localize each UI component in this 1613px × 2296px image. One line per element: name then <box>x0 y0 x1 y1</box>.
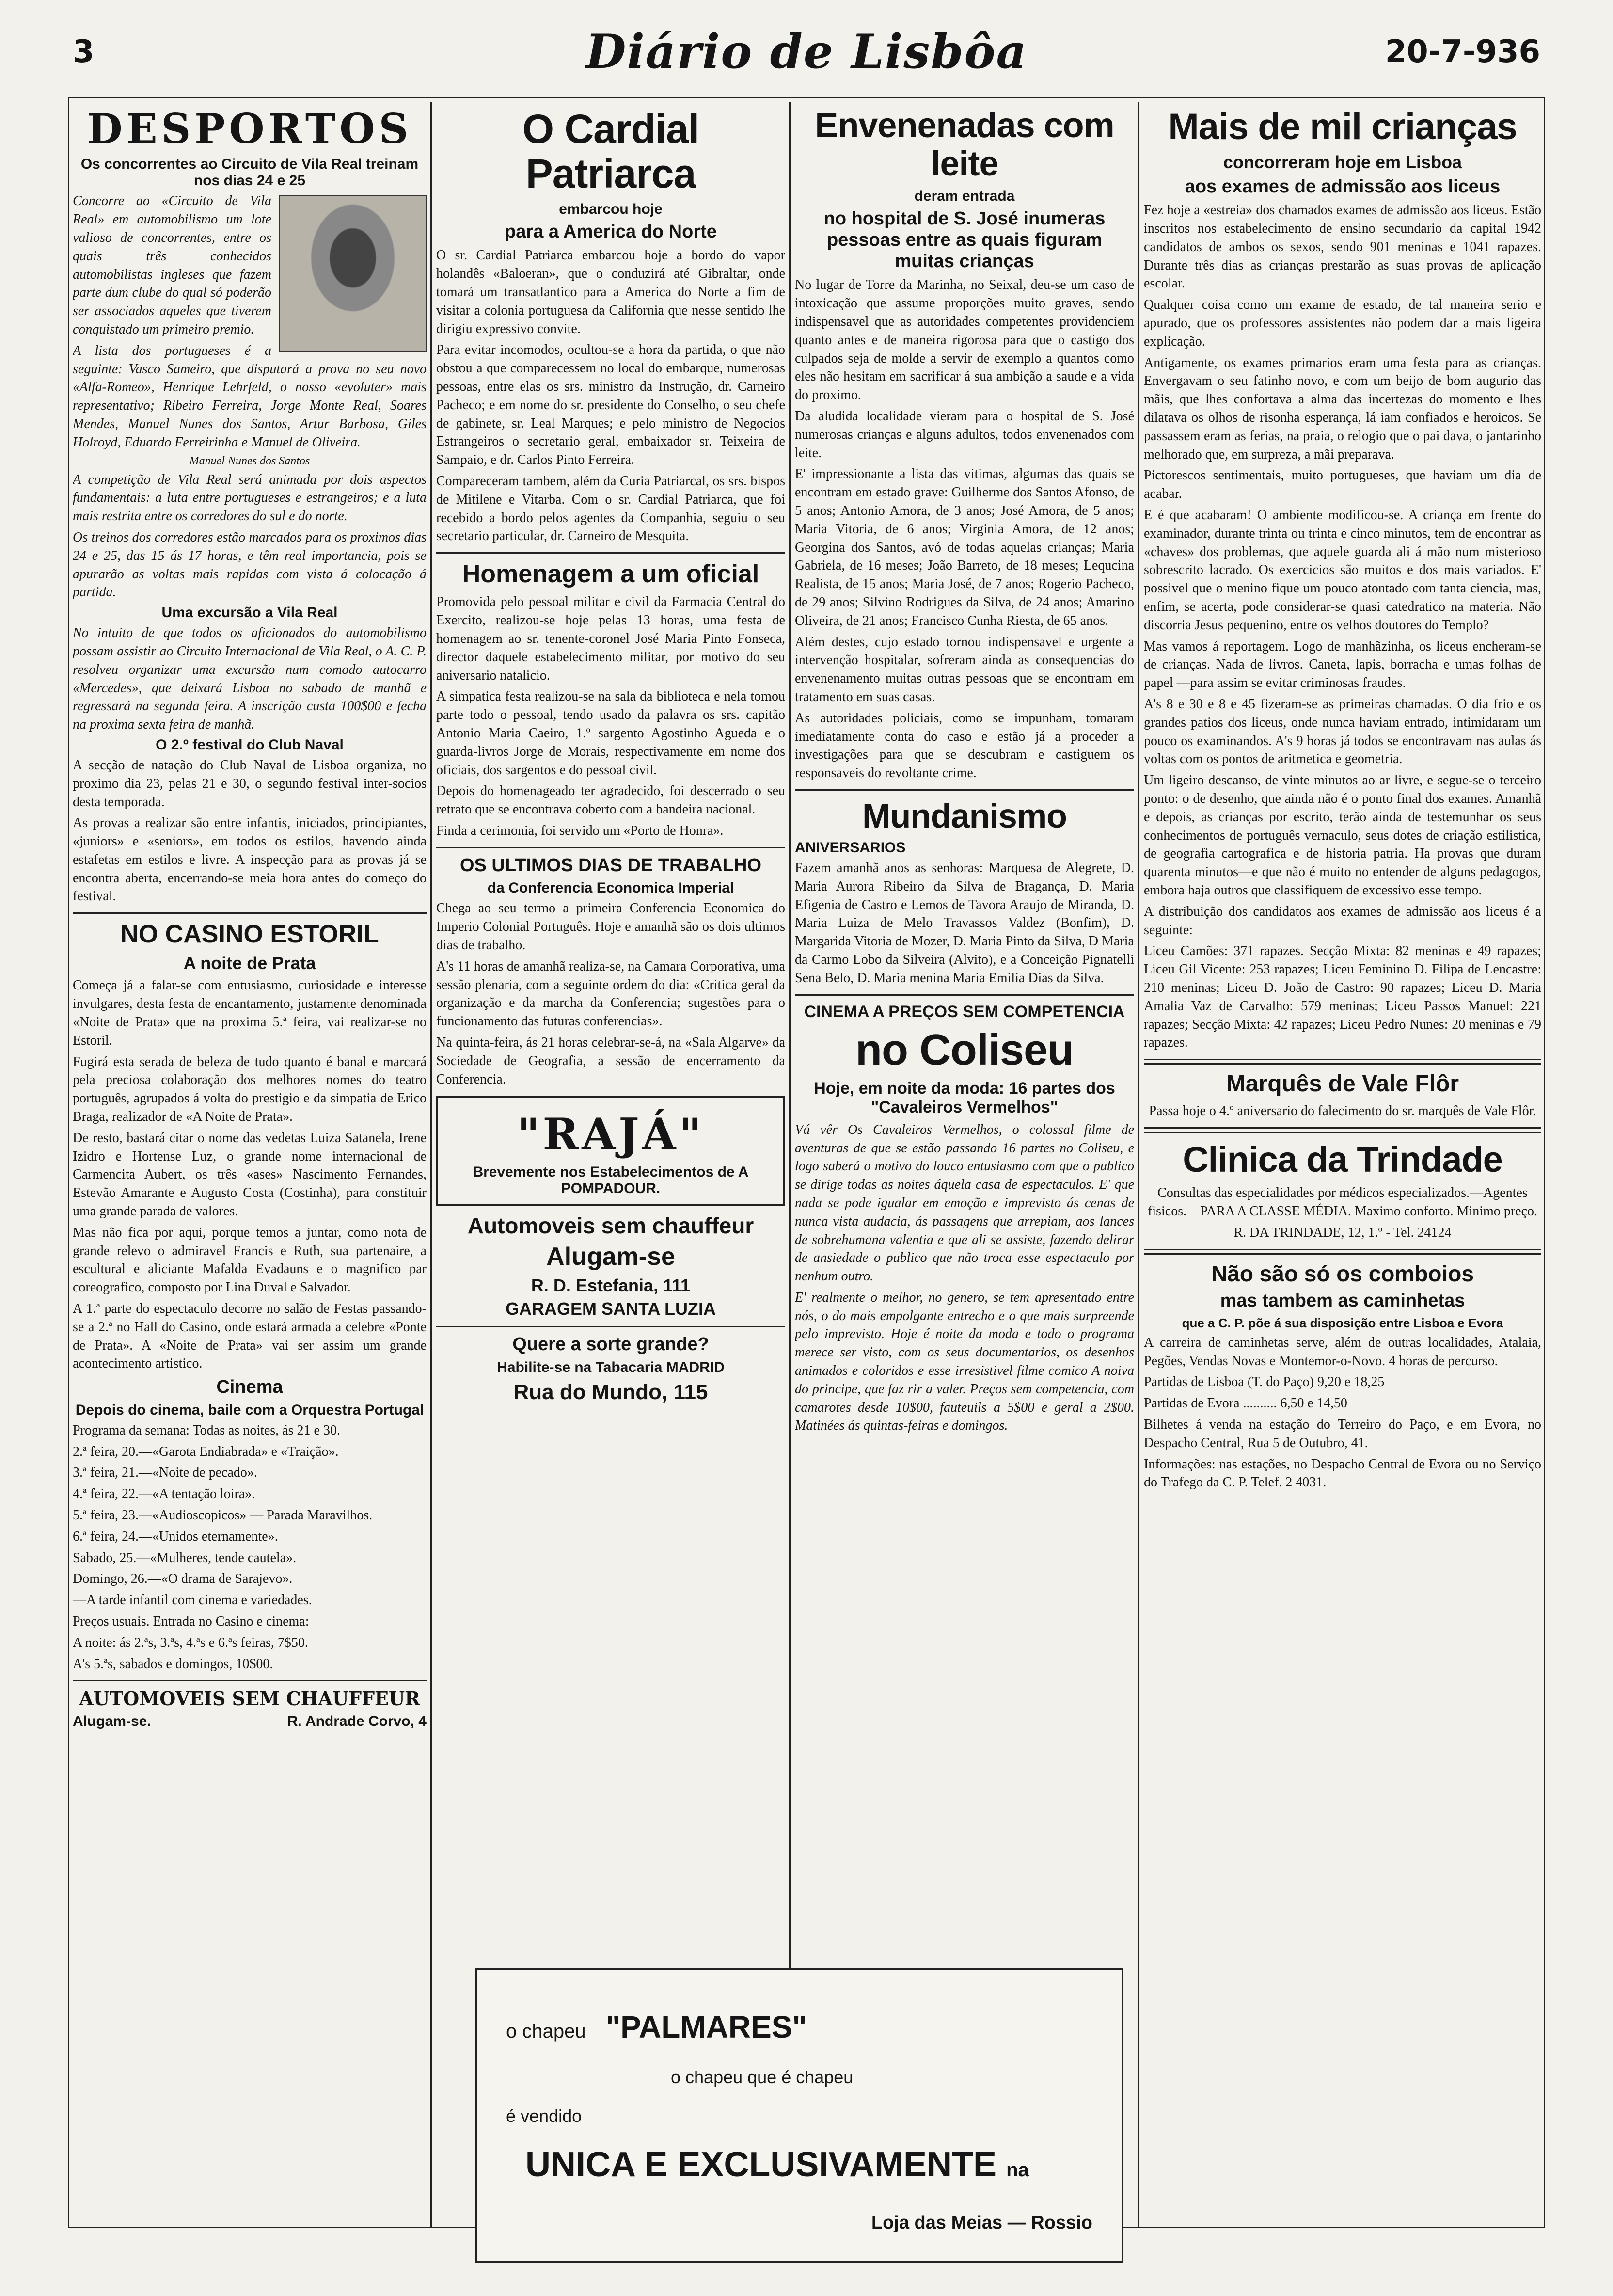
cinema-ad-sub: Hoje, em noite da moda: 16 partes dos "Cavaleiros Vermelhos" <box>814 1079 1115 1116</box>
column-sports <box>73 102 427 2225</box>
cinema-ad-title: CINEMA A PREÇOS SEM COMPETENCIA <box>804 1002 1125 1021</box>
program-line: 4.ª feira, 22.—«A tentação loira». <box>73 1486 255 1502</box>
cinema-heading: Cinema <box>216 1377 283 1398</box>
article-paragraph: Concorre ao «Circuito de Vila Real» em automobilismo um lote valioso de concorrentes, entre os quais três conhecidos automobilistas ingleses que fazem parte dum clube do qual só poderão ser associados aqueles que tiverem conquistado um primeiro premio. <box>73 193 271 337</box>
raja-ad-title: "RAJÁ" <box>517 1109 705 1161</box>
bus-ad-line: Partidas de Evora .......... 6,50 e 14,50 <box>1144 1396 1347 1411</box>
cinema-subheading: Depois do cinema, baile com a Orquestra Portugal <box>75 1402 424 1418</box>
headline: Homenagem a um oficial <box>462 560 759 589</box>
bus-ad-line: Informações: nas estações, no Despacho Central de Evora ou no Serviço do Trafego da C. P. Telef. 2 4031. <box>1144 1456 1541 1490</box>
separator <box>436 847 785 848</box>
headline: OS ULTIMOS DIAS DE TRABALHO <box>459 855 762 876</box>
article-paragraph: No intuito de que todos os aficionados do automobilismo possam assistir ao Circuito Internacional de Vila Real, o A. C. P. resolveu organizar uma excursão num comodo autocarro «Mercedes», que deixará Lisboa no sabado de manhã e regressará na segunda feira. A inscrição custa 100$00 e fecha na proxima sexta feira de manhã. <box>73 625 427 733</box>
article-paragraph: A simpatica festa realizou-se na sala da biblioteca e nela tomou parte todo o pessoal, tendo usado da palavra os srs. capitão Antonio Maria Caeiro, 1.º sargento Agostinho Agueda e o guarda-livros Jorge de Morais, respectivamente em nome dos oficiais, dos sargentos e do pessoal civil. <box>436 689 785 778</box>
subheading: embarcou hoje <box>559 201 663 217</box>
cinema-ad-venue: no Coliseu <box>855 1025 1074 1074</box>
ad-line <box>525 2145 1029 2184</box>
subheading: no hospital de S. José inumeras pessoas entre as quais figuram muitas crianças <box>823 208 1106 271</box>
ad-line <box>506 2009 807 2045</box>
subheading: ANIVERSARIOS <box>795 839 906 856</box>
article-title: Os concorrentes ao Circuito de Vila Real treinam nos dias 24 e 25 <box>80 156 419 189</box>
subheading: Uma excursão a Vila Real <box>161 605 338 621</box>
article-paragraph: A secção de natação do Club Naval de Lisboa organiza, no proximo dia 23, pelas 21 e 30, o segundo festival inter-socios desta temporada. <box>73 757 427 810</box>
separator <box>436 1326 785 1327</box>
auto-ad-garage: GARAGEM SANTA LUZIA <box>506 1299 716 1319</box>
program-line: —A tarde infantil com cinema e variedades. <box>73 1593 312 1608</box>
auto-ad-sub: Alugam-se <box>546 1243 675 1271</box>
program-line: Programa da semana: Todas as noites, ás 21 e 30. <box>73 1422 340 1438</box>
raja-ad <box>436 1096 785 1206</box>
article-paragraph: A 1.ª parte do espectaculo decorre no salão de Festas passando-se a 2.ª no Hall do Casino, onde estará armada a celebre «Ponte de Prata». A «Noite de Prata» vai ser assim um grande acontecimento artistico. <box>73 1301 427 1371</box>
masthead: Diário de Lisbôa <box>585 24 1028 79</box>
column-divider <box>789 102 791 2228</box>
casino-subheading: A noite de Prata <box>183 953 316 973</box>
program-line: Domingo, 26.—«O drama de Sarajevo». <box>73 1571 293 1587</box>
article-paragraph: As provas a realizar são entre infantis, iniciados, principiantes, «juniors» e «seniors», em todos os estilos, havendo ainda estafetas em estilos e livre. A inspecção para as provas já se encontra aberta, encerrando-se meia hora antes do começo do festival. <box>73 815 427 904</box>
article-paragraph: Além destes, cujo estado tornou indispensavel e urgente a intervenção hospitalar, sofreram ainda as consequencias do envenenamento muitas outras pessoas que se encontram em tratamento em suas casas. <box>795 634 1134 704</box>
column-patriarch <box>436 102 785 1954</box>
separator <box>1144 1249 1541 1255</box>
subheading: concorreram hoje em Lisboa <box>1223 152 1462 172</box>
headline: O Cardial Patriarca <box>522 106 699 197</box>
article-paragraph: O sr. Cardial Patriarca embarcou hoje a bordo do vapor holandês «Baloeran», que o conduzirá até Gibraltar, onde tomará um transatlantico para a America do Norte a fim de visitar a colonia portuguesa da California que nesse sentido lhe dirigiu expressivo convite. <box>436 248 785 336</box>
program-line: 3.ª feira, 21.—«Noite de pecado». <box>73 1465 257 1481</box>
page-header <box>73 19 1540 92</box>
article-paragraph: Liceu Camões: 371 rapazes. Secção Mixta: 82 meninas e 49 rapazes; Liceu Gil Vicente: 253 rapazes; Liceu Feminino D. Filipa de Lencastre: 210 meninas; Liceu D. João de Castro: 90 rapazes; Liceu D. Maria Amalia Vaz de Carvalho: 579 meninas; Liceu Passos Manuel: 221 rapazes; Secção Mixta: 42 rapazes; Liceu Pedro Nunes: 20 meninas e 79 rapazes. <box>1144 943 1541 1051</box>
subheading: para a America do Norte <box>505 221 717 242</box>
separator <box>1144 1127 1541 1133</box>
auto-ad-line <box>73 1713 427 1730</box>
article-paragraph: Começa já a falar-se com entusiasmo, curiosidade e interesse invulgares, desta festa de encantamento, justamente denominada «Noite de Prata» que na proxima 5.ª feira, vai realizar-se no Estoril. <box>73 978 427 1048</box>
obituary-text: Passa hoje o 4.º aniversario do falecimento do sr. marquês de Vale Flôr. <box>1149 1103 1536 1118</box>
article-paragraph: Na quinta-feira, ás 21 horas celebrar-se-á, na «Sala Algarve» da Sociedade de Geografia, a sessão de encerramento da Conferencia. <box>436 1035 785 1087</box>
article-paragraph: E' impressionante a lista das vitimas, algumas das quais se encontram em estado grave: Guilherme dos Santos Afonso, de 5 anos; Antonio Amora, de 3 anos; José Amora, de 5 anos; Maria Vitoria, de 6 anos; Virginia Amora, de 12 anos; Georgina dos Santos, avó de todas aquelas crianças; Maria Gabriela, de 16 meses; João Barreto, de 18 meses; Lequcina Realista, de 15 anos; Maria José, de 7 anos; Rogerio Pacheco, de 29 anos; Silvino Rodrigues da Silva, de 24 anos; Amarino Oliveira, de 21 anos; Francisco Cunha Riesta, de 65 anos. <box>795 466 1134 628</box>
clinic-ad-title: Clinica da Trindade <box>1183 1139 1502 1180</box>
bus-ad-title: Não são só os comboios <box>1211 1260 1474 1286</box>
ad-line: é vendido <box>506 2106 582 2126</box>
article-paragraph: Compareceram tambem, além da Curia Patriarcal, os srs. bispos de Mitilene e Vitarba. Com o sr. Cardial Patriarca, que foi recebido a bordo pelos agentes da Companhia, seguiu o seu secretario particular, dr. Carneiro de Mesquita. <box>436 474 785 544</box>
subheading: O 2.º festival do Club Naval <box>156 736 344 753</box>
lottery-ad-address: Rua do Mundo, 115 <box>513 1380 708 1404</box>
casino-headline: NO CASINO ESTORIL <box>120 920 379 949</box>
program-line: 6.ª feira, 24.—«Unidos eternamente». <box>73 1529 278 1544</box>
program-line: A noite: ás 2.ªs, 3.ªs, 4.ªs e 6.ªs feiras, 7$50. <box>73 1635 308 1650</box>
article-paragraph: Fugirá esta serada de beleza de tudo quanto é banal e marcará pela preciosa colaboração dos melhores nomes do teatro português, agrupados á volta do prestigio e da simpatia de Erico Braga, realizador de «A Noite de Prata». <box>73 1054 427 1125</box>
article-paragraph: A's 11 horas de amanhã realiza-se, na Camara Corporativa, uma sessão plenaria, com a seguinte ordem do dia: «Critica geral da organização e da marcha da Conferencia; sugestões para o funcionamento das futuras conferencias». <box>436 958 785 1029</box>
auto-ad-left: Alugam-se. <box>73 1713 151 1730</box>
separator <box>795 994 1134 996</box>
column-exams <box>1144 102 1541 2225</box>
headline: Envenenadas com leite <box>815 106 1114 184</box>
article-paragraph: A lista dos portugueses é a seguinte: Vasco Sameiro, que disputará a prova no seu novo «Alfa-Romeo», Henrique Lehrfeld, o nosso «evoluter» mais representativo; Ribeiro Ferreira, Jorge Monte Real, Soares Mendes, Manuel Nunes dos Santos, Artur Barbosa, Giles Holroyd, Eduardo Ferreirinha e Manuel de Oliveira. <box>73 343 427 450</box>
page-number: 3 <box>73 34 95 70</box>
article-paragraph: Pictorescos sentimentais, muito portugueses, que haviam um dia de acabar. <box>1144 468 1541 502</box>
article-paragraph: E' realmente o melhor, no genero, se tem apresentado entre nós, o do mais empolgante entrecho e o que mais surpreende pelo imprevisto. Hoje é noite da moda e todo o programa merece ser visto, com os seus documentarios, os desenhos animados e coloridos e esse irresistivel filme comico A noiva do principe, que faz rir a valer. Preços sem competencia, com camarotes desde 10$00, fauteuils a 5$00 e geral a 2$00. Matinées ás quintas-feiras e domingos. <box>795 1290 1134 1434</box>
ad-brand: "PALMARES" <box>605 2009 807 2044</box>
raja-ad-text: Brevemente nos Estabelecimentos de A POMPADOUR. <box>473 1164 749 1197</box>
article-paragraph: Finda a cerimonia, foi servido um «Porto de Honra». <box>436 823 724 838</box>
ad-line-text: o chapeu <box>506 2021 586 2042</box>
separator <box>436 552 785 554</box>
article-paragraph: E é que acabaram! O ambiente modificou-se. A criança em frente do examinador, durante trinta ou trinta e cinco minutos, tem de encontrar as «chaves» dos problemas, que aquele guarda ali á mão num misterioso sobrescrito lacrado. Os exercicios são muitos e dos mais variados. E' possivel que o menino fique um pouco atontado com tanta ciencia, mas, enfim, se acerta, pode considerar-se quasi catedratico na materia. Não discorria Jesus pequenino, entre os velhos doutores do Templo? <box>1144 508 1541 633</box>
bus-ad-sub2: que a C. P. põe á sua disposição entre Lisboa e Evora <box>1182 1315 1503 1330</box>
ad-store: Loja das Meias — Rossio <box>871 2213 1092 2233</box>
article-paragraph: Vá vêr Os Cavaleiros Vermelhos, o colossal filme de aventuras de que se estão passando 16 partes no Coliseu, e logo saberá o motivo do louco entusiasmo com que o publico se dirige todas as noites áquela casa de espectaculos. E' que nada se pode igualar em emoção e imprevisto ás cenas de nunca vista audacia, ás passagens que arrepiam, aos lances de sobrehumana valentia e que ali se assiste, fazendo delirar de ansiedade o publico que não troca esse espectaculo por nenhum outro. <box>795 1122 1134 1284</box>
separator <box>73 1680 427 1681</box>
separator <box>1144 1059 1541 1065</box>
auto-ad-heading: Automoveis sem chauffeur <box>467 1213 754 1239</box>
article-paragraph: Da aludida localidade vieram para o hospital de S. José numerosas crianças e alguns adultos, todos envenenados com leite. <box>795 409 1134 461</box>
article-paragraph: A competição de Vila Real será animada por dois aspectos fundamentais: a luta entre portugueses e estrangeiros; e a luta mais restrita entre os corredores do sul e do norte. <box>73 472 427 524</box>
separator <box>73 912 427 914</box>
article-paragraph: Um ligeiro descanso, de vinte minutos ao ar livre, e segue-se o terceiro ponto: o de desenho, que ainda não é o ponto final dos exames. Amanhã e depois, as crianças por escrito, terão ainda de testemunhar os seus conhecimentos de português vernaculo, seus dotes de criação estilistica, de geografia cartografica e de historia patria. Ha provas que duram quarenta minutos—e que não é muito no entender de alguns pedagogos, embora haja outros que classifiquem de excessivo esse tempo. <box>1144 773 1541 898</box>
palmares-hat-ad <box>475 1968 1123 2263</box>
program-line: A's 5.ªs, sabados e domingos, 10$00. <box>73 1656 273 1672</box>
separator <box>795 789 1134 791</box>
article-paragraph: Para evitar incomodos, ocultou-se a hora da partida, o que não obstou a que comparecessem no local do embarque, numerosas pessoas, entre elas os srs. ministro da Instrução, dr. Carneiro Pacheco; e em nome do sr. presidente do Conselho, o seu chefe de gabinete, sr. Leal Marques; e pelo ministro de Negocios Estrangeiros o secretario geral, embaixador sr. Teixeira de Sampaio, e dr. Carlos Pinto Ferreira. <box>436 342 785 468</box>
bus-ad-sub: mas tambem as caminhetas <box>1220 1291 1465 1311</box>
photo-caption: Manuel Nunes dos Santos <box>189 454 310 467</box>
auto-ad-right: R. Andrade Corvo, 4 <box>287 1713 427 1730</box>
issue-date: 20-7-936 <box>1385 34 1540 70</box>
ad-line: o chapeu que é chapeu <box>671 2067 854 2087</box>
article-paragraph: Mas vamos á reportagem. Logo de manhãzinha, os liceus encheram-se de crianças. Nada de livros. Caneta, lapis, borracha e umas folhas de papel —para assim se evitar criminosas fraudes. <box>1144 638 1541 691</box>
column-divider <box>1138 102 1139 2228</box>
article-paragraph: Chega ao seu termo a primeira Conferencia Economica do Imperio Colonial Português. Hoje e amanhã são os dois ultimos dias de trabalho. <box>436 901 785 953</box>
article-paragraph: No lugar de Torre da Marinha, no Seixal, deu-se um caso de intoxicação que assume proporções muito graves, sendo indispensavel que as autoridades competentes providenciem quanto antes e de maneira rigorosa para que o castigo dos culpados seja de molde a servir de exemplo a quantos como eles não hesitam em sacrificar á sua ambição a saude e a vida do proximo. <box>795 277 1134 403</box>
article-paragraph: De resto, bastará citar o nome das vedetas Luiza Satanela, Irene Izidro e Hortense Luz, o grande nome internacional de Carmencita Aubert, os três «ases» Nascimento Fernandes, Estevão Amarante e Augusto Costa (Costinha), para constituir uma grande parada de valores. <box>73 1130 427 1219</box>
article-paragraph: Qualquer coisa como um exame de estado, de tal maneira serio e apurado, que os professores assistentes não podem dar a mais ligeira explicação. <box>1144 297 1541 349</box>
article-paragraph: Depois do homenageado ter agradecido, foi descerrado o seu retrato que se encontrava coberto com a bandeira nacional. <box>436 783 785 817</box>
headline: Mais de mil crianças <box>1168 106 1517 147</box>
auto-ad-address: R. D. Estefania, 111 <box>531 1276 691 1296</box>
article-paragraph: Os treinos dos corredores estão marcados para os proximos dias 24 e 25, das 15 ás 17 horas, e têm real importancia, pois se apurarão as voltas mais rapidas com vista á colocação á partida. <box>73 529 427 600</box>
bus-ad-line: Partidas de Lisboa (T. do Paço) 9,20 e 18,25 <box>1144 1374 1385 1390</box>
article-paragraph: As autoridades policiais, como se impunham, tomaram imediatamente conta do caso e estão já a proceder a investigações para que se descubram e castiguem os responsaveis do revoltante crime. <box>795 710 1134 781</box>
article-paragraph: Promovida pelo pessoal militar e civil da Farmacia Central do Exercito, realizou-se hoje pelas 13 horas, uma festa de homenagem ao sr. tenente-coronel José Maria Pinto Fonseca, director daquele estabelecimento militar, por motivo do seu aniversario natalicio. <box>436 594 785 683</box>
obituary-heading: Marquês de Vale Flôr <box>1226 1071 1459 1097</box>
article-paragraph: A's 8 e 30 e 8 e 45 fizeram-se as primeiras chamadas. O dia frio e os grandes patios dos liceus, onde nunca haviam entrado, intimidaram um pouco os examinandos. A's 9 horas já todos se encontravam nas aulas ás voltas com os pontos de aritmetica e geometria. <box>1144 697 1541 767</box>
column-poisoning <box>795 102 1134 1954</box>
clinic-ad-text: Consultas das especialidades por médicos especializados.—Agentes fisicos.—PARA A CLASSE MÉDIA. Maximo conforto. Minimo preço. <box>1148 1185 1537 1219</box>
article-paragraph: Mas não fica por aqui, porque temos a juntar, como nota de grande relevo o admiravel Francis e Ruth, sua partenaire, a escultural e aliciante Mafalda Evadauns e o magnifico par coreografico, composto por Lina Duval e Salvador. <box>73 1225 427 1295</box>
subheading: da Conferencia Economica Imperial <box>487 880 734 896</box>
program-line: Preços usuais. Entrada no Casino e cinema: <box>73 1614 309 1629</box>
social-section-title: Mundanismo <box>862 797 1067 835</box>
subheading: deram entrada <box>914 188 1015 205</box>
bus-ad-line: Bilhetes á venda na estação do Terreiro do Paço, e em Evora, no Despacho Central, Rua 5 de Outubro, 41. <box>1144 1417 1541 1451</box>
program-line: Sabado, 25.—«Mulheres, tende cautela». <box>73 1550 297 1565</box>
column-divider <box>430 102 432 2228</box>
program-line: 5.ª feira, 23.—«Audioscopicos» — Parada Maravilhos. <box>73 1508 373 1523</box>
bus-ad-line: A carreira de caminhetas serve, além de outras localidades, Atalaia, Pegões, Vendas Novas e Montemor-o-Novo. 4 horas de percurso. <box>1144 1335 1541 1369</box>
program-line: 2.ª feira, 20.—«Garota Endiabrada» e «Traição». <box>73 1444 339 1459</box>
subheading: aos exames de admissão aos liceus <box>1185 176 1501 197</box>
article-paragraph: Fez hoje a «estreia» dos chamados exames de admissão aos liceus. Estão inscritos nos estabelecimento de ensino secundario da capital 1942 candidatos de ambos os sexos, sendo 901 meninas e 1041 rapazes. Durante três dias as crianças prestarão as suas provas de aplicação escolar. <box>1144 203 1541 291</box>
auto-ad-heading: AUTOMOVEIS SEM CHAUFFEUR <box>79 1688 420 1710</box>
portrait-photo <box>279 195 427 352</box>
lottery-ad-title: Quere a sorte grande? <box>512 1334 709 1355</box>
ad-emphasis: UNICA E EXCLUSIVAMENTE <box>525 2145 997 2184</box>
article-paragraph: Antigamente, os exames primarios eram uma festa para as crianças. Envergavam o seu fatinho novo, e com um beijo de bom augurio das mãis, que lhes confortava a alma das incertezas do momento e lhes dilatava os olhos de risonha esperança, lá iam confiados e heroicos. Se passassem eram as ferias, na praia, o relogio que o pai dava, o jantarinho melhorado que, em surpreza, a mãi preparava. <box>1144 355 1541 462</box>
lottery-ad-sub: Habilite-se na Tabacaria MADRID <box>497 1359 725 1375</box>
ad-line-text: na <box>1006 2159 1029 2181</box>
article-paragraph: Fazem amanhã anos as senhoras: Marquesa de Alegrete, D. Maria Aurora Ribeiro da Silva de Bragança, D. Maria Efigenia de Castro e Lemos de Tavora Araujo de Miranda, D. Maria Luiza de Melo Travassos Valdez (Bonfim), D. Margarida Vitoria de Mozer, D. Maria Pinto da Silva, D Maria da Carmo Lobo da Silveira (Alvito), e a Conceição Pignatelli Sena Belo, D. Maria menina Maria Emilia Dias da Silva. <box>795 860 1134 986</box>
clinic-ad-address: R. DA TRINDADE, 12, 1.º - Tel. 24124 <box>1233 1225 1452 1240</box>
article-paragraph: A distribuição dos candidatos aos exames de admissão aos liceus é a seguinte: <box>1144 904 1541 938</box>
section-title: DESPORTOS <box>87 105 412 153</box>
